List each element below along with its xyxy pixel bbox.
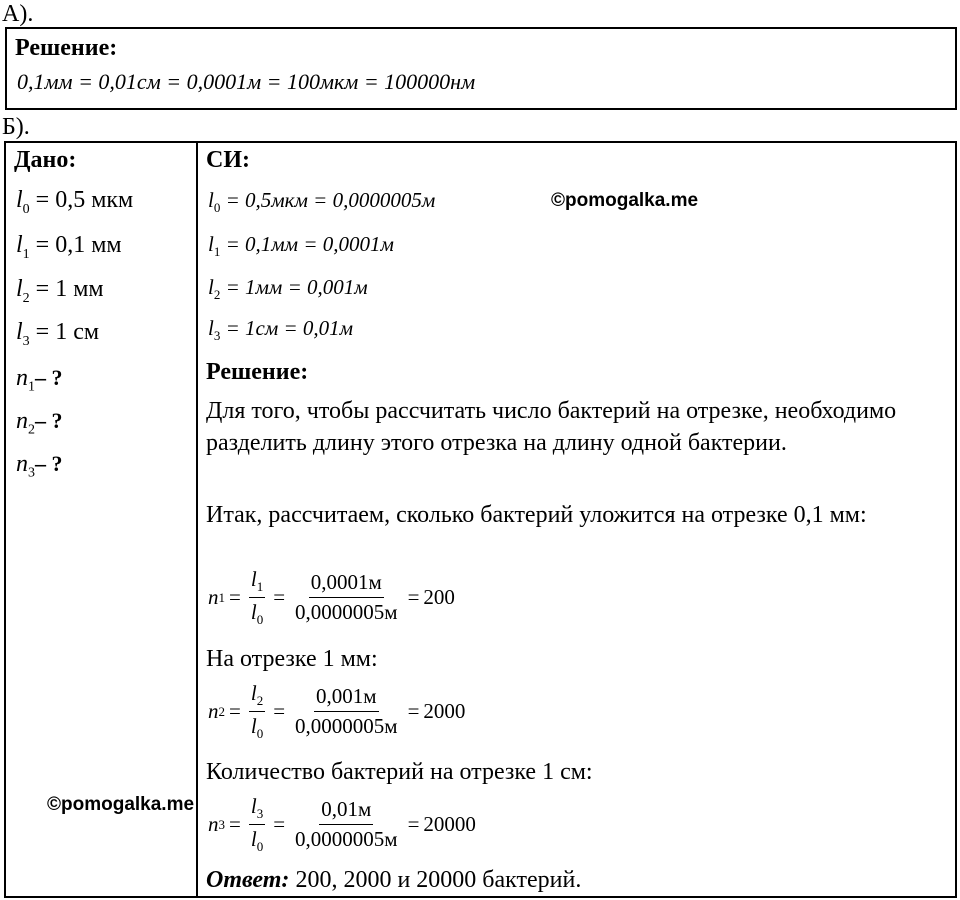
solution-heading: Решение: (206, 359, 309, 385)
si-line: $l_0 = 0,5мкм = 0,0000005м$ (208, 188, 436, 216)
given-item: $l_1 = 0,1$ мм (16, 232, 122, 262)
si-line: $l_1 = 0,1мм = 0,0001м$ (208, 232, 394, 260)
column-divider (196, 143, 198, 896)
given-heading: Дано: (14, 147, 77, 173)
part-a-label: А). (2, 1, 34, 27)
solution-paragraph: Итак, рассчитаем, сколько бактерий уложится на отрезке 0,1 мм: (206, 502, 867, 528)
part-a-heading: Решение: (15, 35, 118, 61)
si-line: $l_2 = 1мм = 0,001м$ (208, 275, 368, 303)
unknown-item: $n_2-$ ? (16, 408, 63, 438)
solution-paragraph: Количество бактерий на отрезке 1 см: (206, 759, 593, 785)
si-heading: СИ: (206, 147, 250, 173)
part-b-label: Б). (2, 114, 30, 140)
part-b-table (4, 141, 957, 898)
formula-n2: n 2 = $\frac{l_2}{l_0}$ = $\frac{0,001м}{0,0000005м}$ = 2000 (208, 681, 466, 742)
given-item: $l_3 = 1$ см (16, 319, 100, 349)
answer: Ответ: 200, 2000 и 20000 бактерий. (206, 867, 582, 893)
given-item: $l_2 = 1$ мм (16, 276, 104, 306)
given-item: $l_0 = 0,5$ мкм (16, 187, 134, 217)
part-a-formula: 0,1мм = 0,01см = 0,0001м = 100мкм = 100000нм (17, 69, 476, 94)
solution-paragraph: На отрезке 1 мм: (206, 646, 378, 672)
part-a-box (5, 27, 957, 110)
unknown-item: $n_3-$ ? (16, 451, 63, 481)
watermark: ©pomogalka.me (47, 794, 195, 815)
unknown-item: $n_1-$ ? (16, 365, 63, 395)
watermark: ©pomogalka.me (551, 190, 699, 211)
formula-n1: n 1 = $\frac{l_1}{l_0}$ = $\frac{0,0001м}{0,0000005м}$ = 200 (208, 567, 455, 628)
formula-n3: n 3 = $\frac{l_3}{l_0}$ = $\frac{0,01м}{0,0000005м}$ = 20000 (208, 794, 476, 855)
solution-paragraph: Для того, чтобы рассчитать число бактерий на отрезке, необходимо разделить длину этого отрезка на длину одной бактерии. (206, 398, 897, 456)
si-line: $l_3 = 1см = 0,01м$ (208, 316, 354, 344)
